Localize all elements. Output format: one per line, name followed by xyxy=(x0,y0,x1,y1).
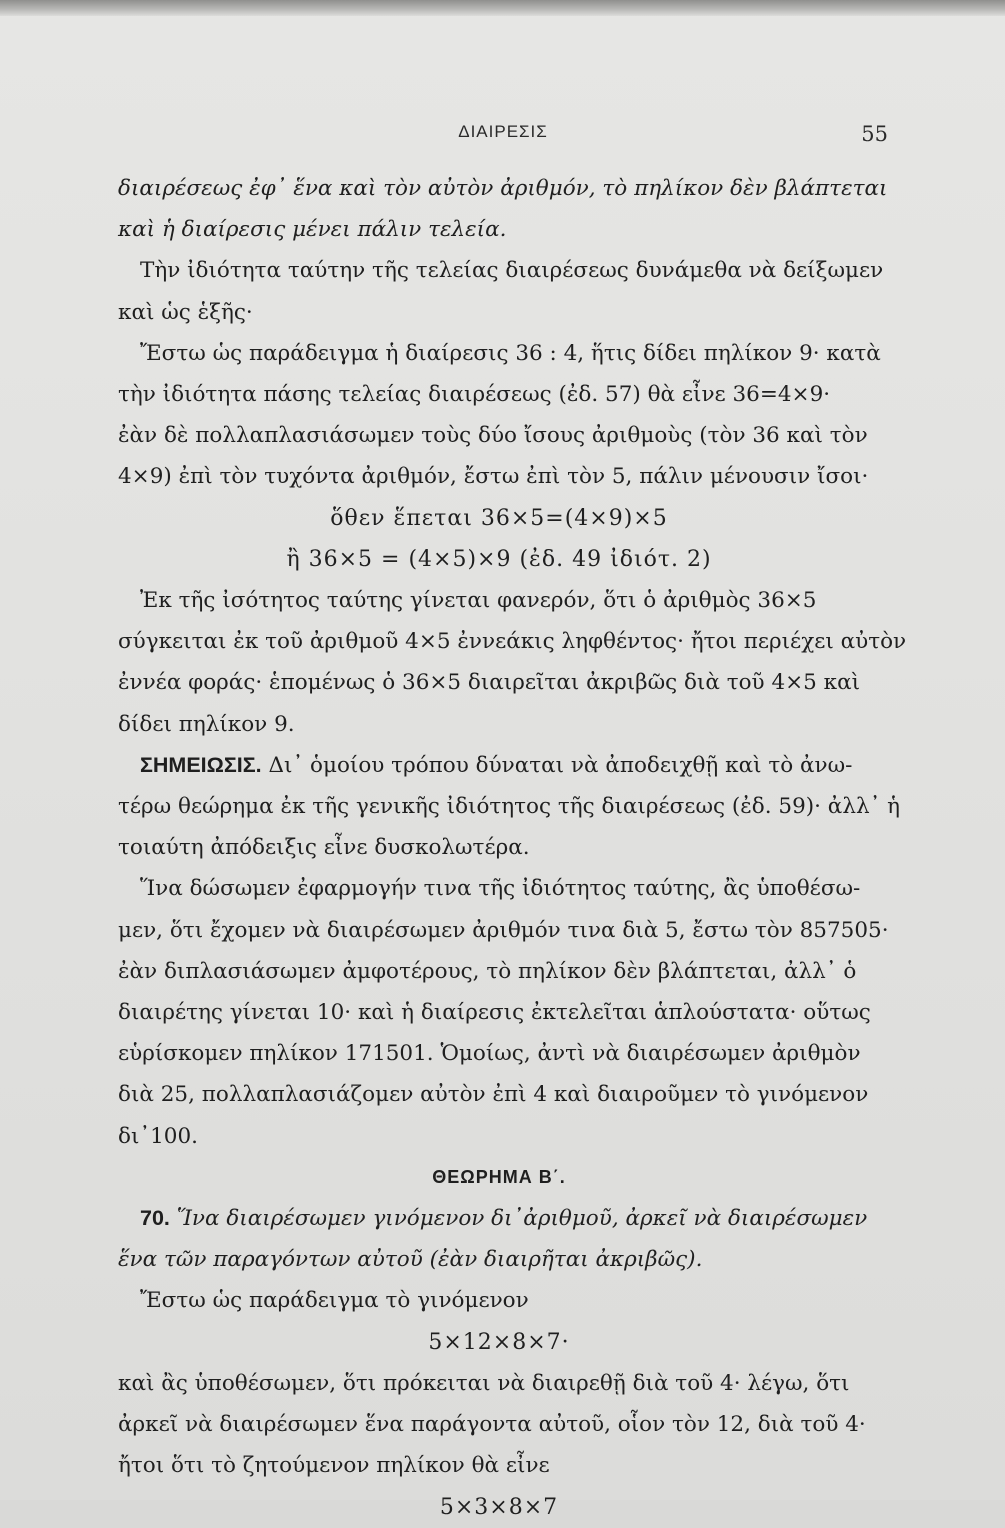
text-line: σύγκειται ἐκ τοῦ ἀριθμοῦ 4×5 ἐννεάκις ληφθέντος· ἤτοι περιέχει αὐτὸν xyxy=(118,629,907,655)
text-line: δίδει πηλίκον 9. xyxy=(118,711,295,737)
text-line: μεν, ὅτι ἔχομεν νὰ διαιρέσωμεν ἀριθμόν τινα διὰ 5, ἔστω τὸν 857505· xyxy=(118,917,889,943)
text-line: διαιρέτης γίνεται 10· καὶ ἡ διαίρεσις ἐκτελεῖται ἁπλούστατα· οὕτως xyxy=(118,1000,871,1026)
note-text: Δι᾽ ὁμοίου τρόπου δύναται νὰ ἀποδειχθῇ καὶ τὸ ἀνω- xyxy=(268,752,853,778)
text-line: εὑρίσκομεν πηλίκον 171501. Ὁμοίως, ἀντὶ νὰ διαιρέσωμεν ἀριθμὸν xyxy=(118,1041,861,1067)
text-line: 4×9) ἐπὶ τὸν τυχόντα ἀριθμόν, ἔστω ἐπὶ τὸν 5, πάλιν μένουσιν ἴσοι· xyxy=(118,464,869,490)
page-number: 55 xyxy=(861,122,888,146)
text-line: διὰ 25, πολλαπλασιάζομεν αὐτὸν ἐπὶ 4 καὶ διαιροῦμεν τὸ γινόμενον xyxy=(118,1082,869,1108)
note-line xyxy=(118,745,880,786)
equation-line: ἢ 36×5 = (4×5)×9 (ἐδ. 49 ἰδιότ. 2) xyxy=(286,546,712,572)
text-line: ἐὰν δὲ πολλαπλασιάσωμεν τοὺς δύο ἴσους ἀριθμοὺς (τὸν 36 καὶ τὸν xyxy=(118,423,868,449)
text-line: καὶ ἡ διαίρεσις μένει πάλιν τελεία. xyxy=(118,217,507,243)
text-line: τέρω θεώρημα ἐκ τῆς γενικῆς ἰδιότητος τῆς διαιρέσεως (ἐδ. 59)· ἀλλ᾽ ἡ xyxy=(118,794,901,820)
text-line: ἤτοι ὅτι τὸ ζητούμενον πηλίκον θὰ εἶνε xyxy=(118,1453,550,1479)
text-line: ἐὰν διπλασιάσωμεν ἀμφοτέρους, τὸ πηλίκον δὲν βλάπτεται, ἀλλ᾽ ὁ xyxy=(118,958,857,984)
equation-line: 5×3×8×7 xyxy=(439,1494,559,1520)
text-line: δι᾽100. xyxy=(118,1123,198,1149)
equation-line: ὅθεν ἕπεται 36×5=(4×9)×5 xyxy=(330,505,668,531)
body-text xyxy=(118,168,907,1528)
text-line: καὶ ὡς ἑξῆς· xyxy=(118,299,253,325)
equation-line: 5×12×8×7· xyxy=(428,1329,570,1355)
text-line: ἕνα τῶν παραγόντων αὐτοῦ (ἐὰν διαιρῆται ἀκριβῶς). xyxy=(118,1247,703,1273)
note-label: ΣΗΜΕΙΩΣΙΣ. xyxy=(140,752,262,777)
running-head: ΔΙΑΙΡΕΣΙΣ xyxy=(458,122,548,141)
theorem-text: Ἵνα διαιρέσωμεν γινόμενον δι᾽ἀριθμοῦ, ἀρκεῖ νὰ διαιρέσωμεν xyxy=(176,1206,868,1232)
text-line: Ἔστω ὡς παράδειγμα ἡ διαίρεσις 36 : 4, ἥτις δίδει πηλίκον 9· κατὰ xyxy=(140,340,881,366)
text-line: Ἵνα δώσωμεν ἐφαρμογήν τινα τῆς ἰδιότητος ταύτης, ἂς ὑποθέσω- xyxy=(140,876,861,902)
page-top-edge xyxy=(0,0,1005,16)
text-line: Ἐκ τῆς ἰσότητος ταύτης γίνεται φανερόν, ὅτι ὁ ἀριθμὸς 36×5 xyxy=(140,588,817,614)
text-line: διαιρέσεως ἐφ᾽ ἕνα καὶ τὸν αὐτὸν ἀριθμόν, τὸ πηλίκον δὲν βλάπτεται xyxy=(118,176,888,201)
text-line: Τὴν ἰδιότητα ταύτην τῆς τελείας διαιρέσεως δυνάμεθα νὰ δείξωμεν xyxy=(140,258,884,284)
text-line: τοιαύτη ἀπόδειξις εἶνε δυσκολωτέρα. xyxy=(118,835,530,861)
theorem-line xyxy=(118,1198,880,1239)
text-line: ἀρκεῖ νὰ διαιρέσωμεν ἕνα παράγοντα αὐτοῦ, οἷον τὸν 12, διὰ τοῦ 4· xyxy=(118,1412,866,1438)
text-line: ἐννέα φοράς· ἑπομένως ὁ 36×5 διαιρεῖται ἀκριβῶς διὰ τοῦ 4×5 καὶ xyxy=(118,670,861,696)
page-header xyxy=(118,122,888,152)
section-number: 70. xyxy=(140,1206,170,1231)
text-line: Ἔστω ὡς παράδειγμα τὸ γινόμενον xyxy=(140,1288,529,1314)
text-line: τὴν ἰδιότητα πάσης τελείας διαιρέσεως (ἐδ. 57) θὰ εἶνε 36=4×9· xyxy=(118,382,831,408)
theorem-heading: ΘΕΩΡΗΜΑ Β΄. xyxy=(432,1166,566,1187)
text-line: καὶ ἂς ὑποθέσωμεν, ὅτι πρόκειται νὰ διαιρεθῇ διὰ τοῦ 4· λέγω, ὅτι xyxy=(118,1370,850,1396)
